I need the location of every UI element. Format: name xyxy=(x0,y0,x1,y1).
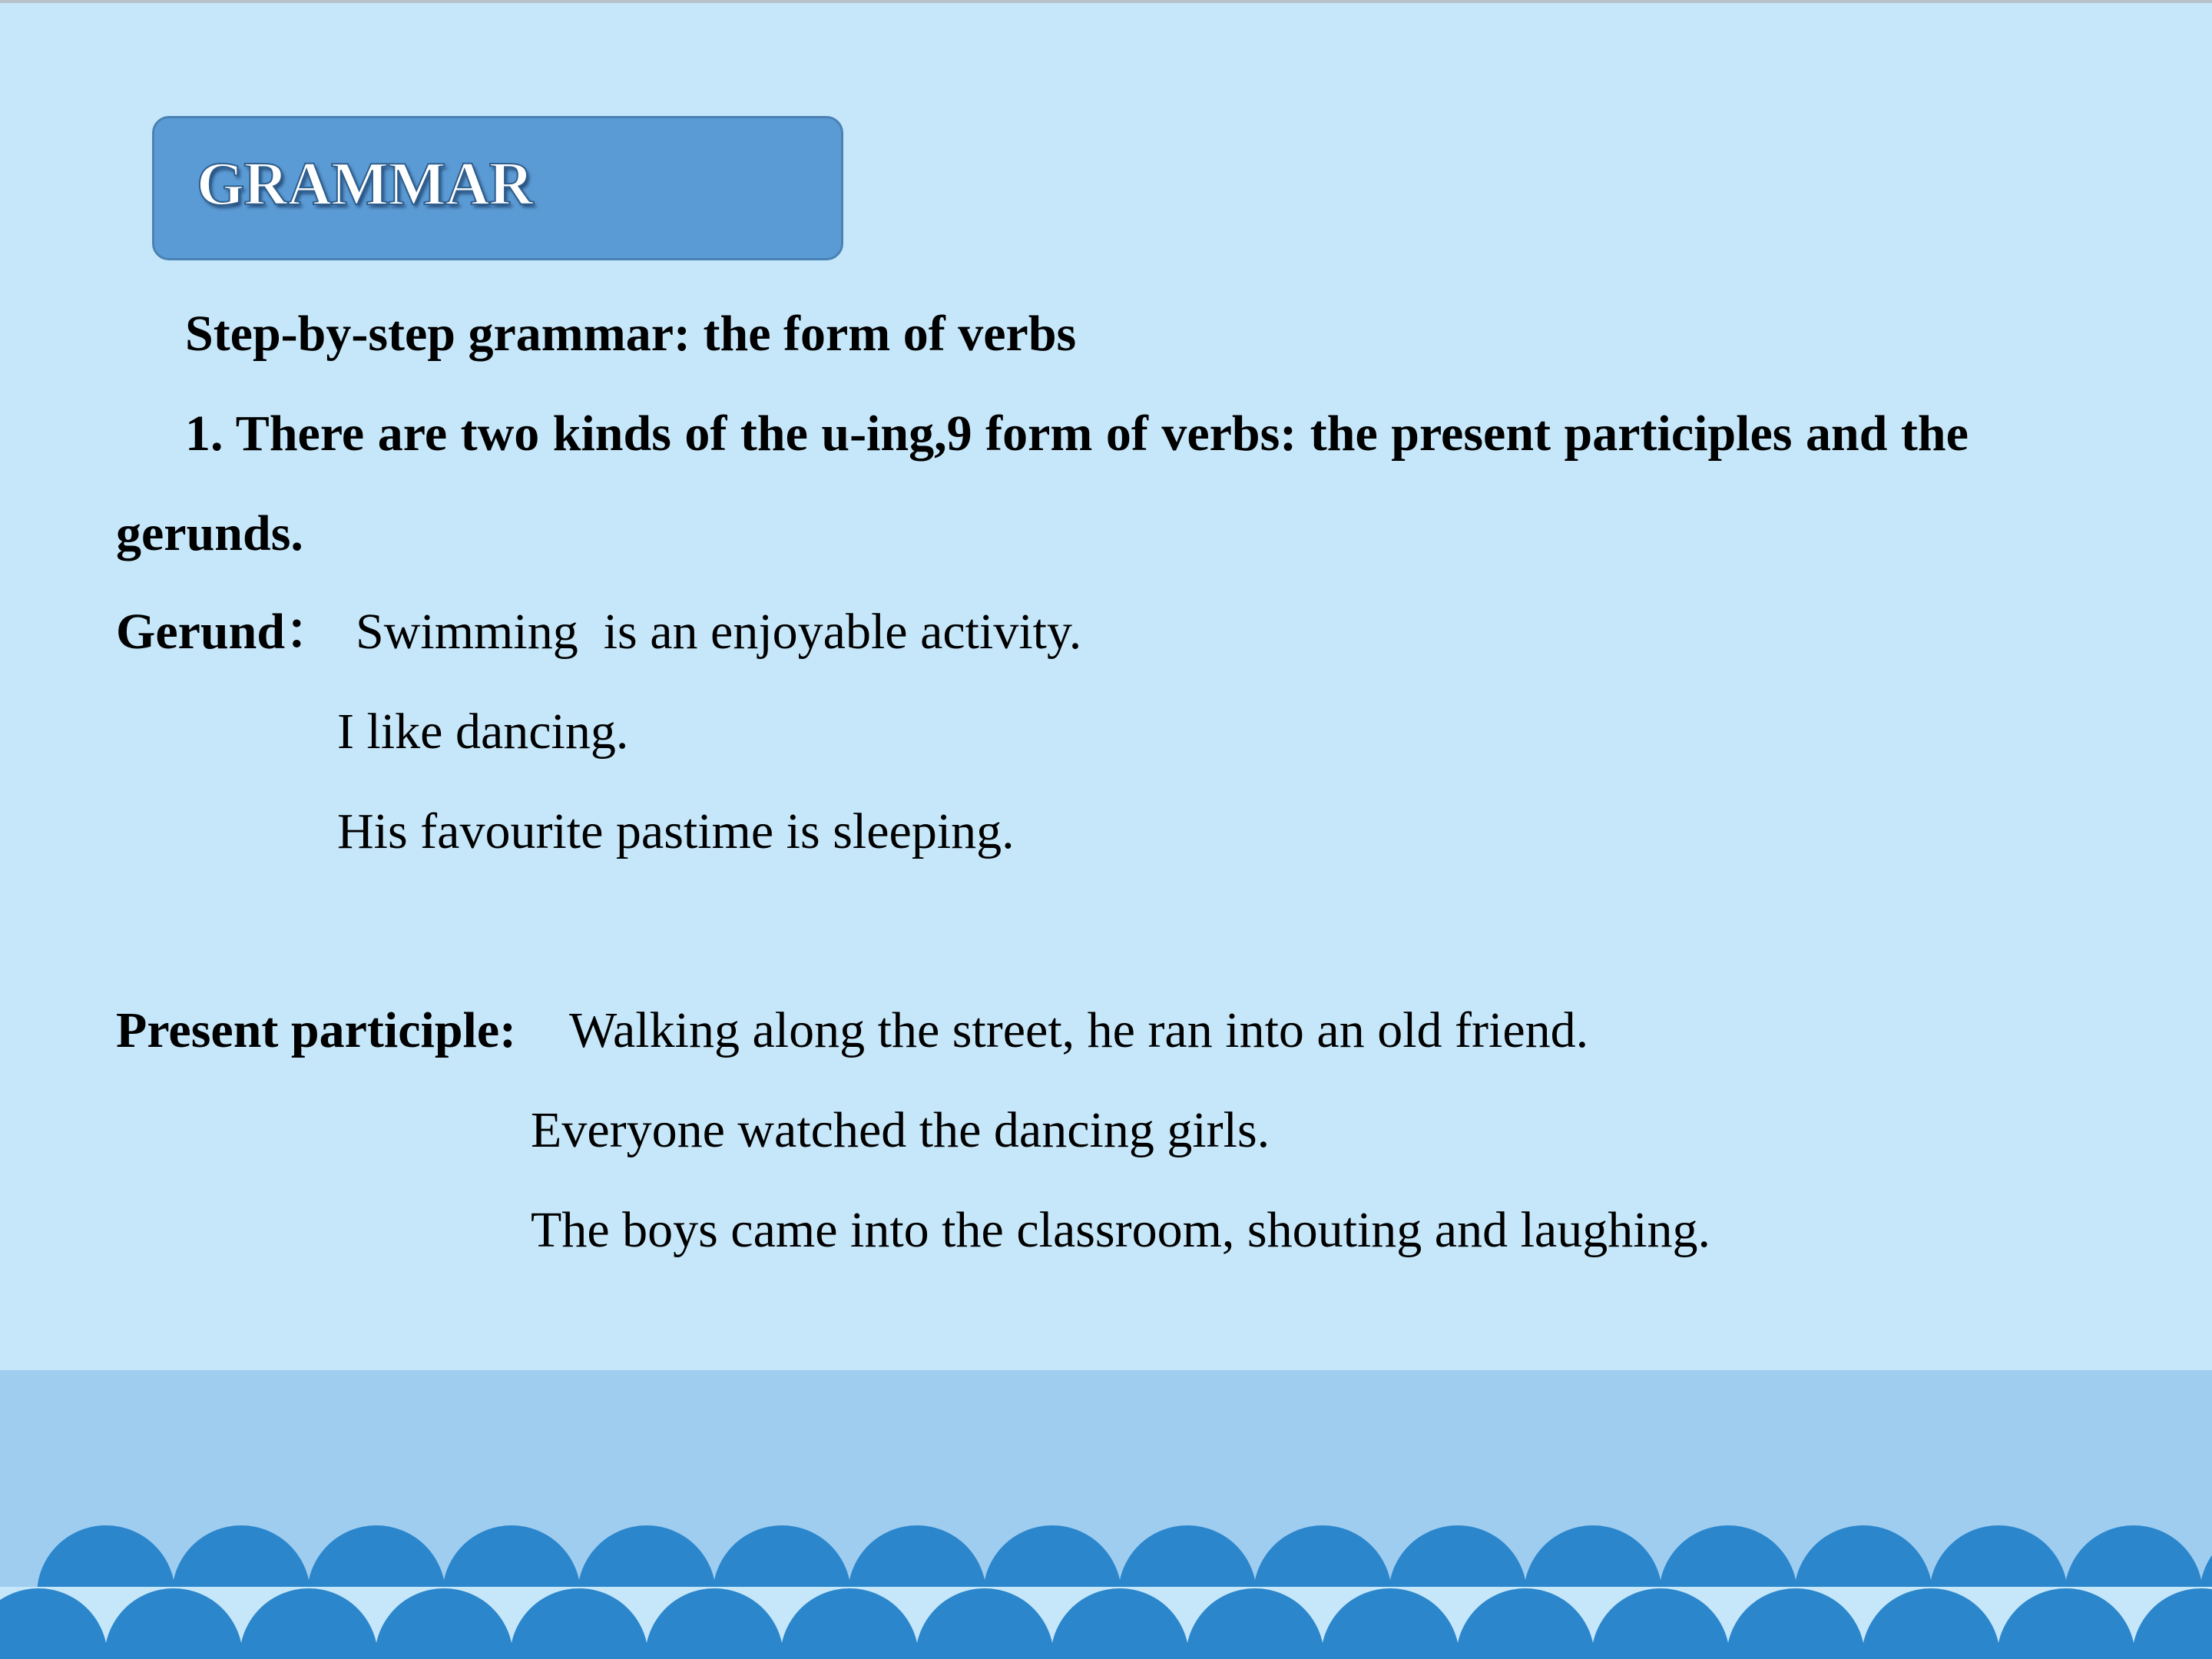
present-participle-example-2: Everyone watched the dancing girls. xyxy=(531,1102,1270,1158)
gerund-example-3: His favourite pastime is sleeping. xyxy=(337,803,1015,859)
point-1-line-2: gerunds. xyxy=(116,505,303,561)
present-participle-example-1: Walking along the street, he ran into an old friend. xyxy=(569,1002,1589,1058)
gerund-example-1: Swimming is an enjoyable activity. xyxy=(356,604,1082,660)
gerund-example-2: I like dancing. xyxy=(337,704,629,760)
scallop-wave-decoration xyxy=(0,1370,2212,1659)
subtitle: Step-by-step grammar: the form of verbs xyxy=(185,306,1077,362)
present-participle-label: Present participle: xyxy=(116,1002,517,1058)
top-border xyxy=(0,0,2212,3)
scallop-row-front xyxy=(0,1587,2212,1659)
point-1-line-1: 1. There are two kinds of the u-ing,9 form of verbs: the present participles and the xyxy=(185,406,1969,462)
page-title: GRAMMAR xyxy=(197,151,533,218)
present-participle-example-3: The boys came into the classroom, shouting and laughing. xyxy=(531,1202,1711,1258)
gerund-label: Gerund： xyxy=(116,604,336,660)
